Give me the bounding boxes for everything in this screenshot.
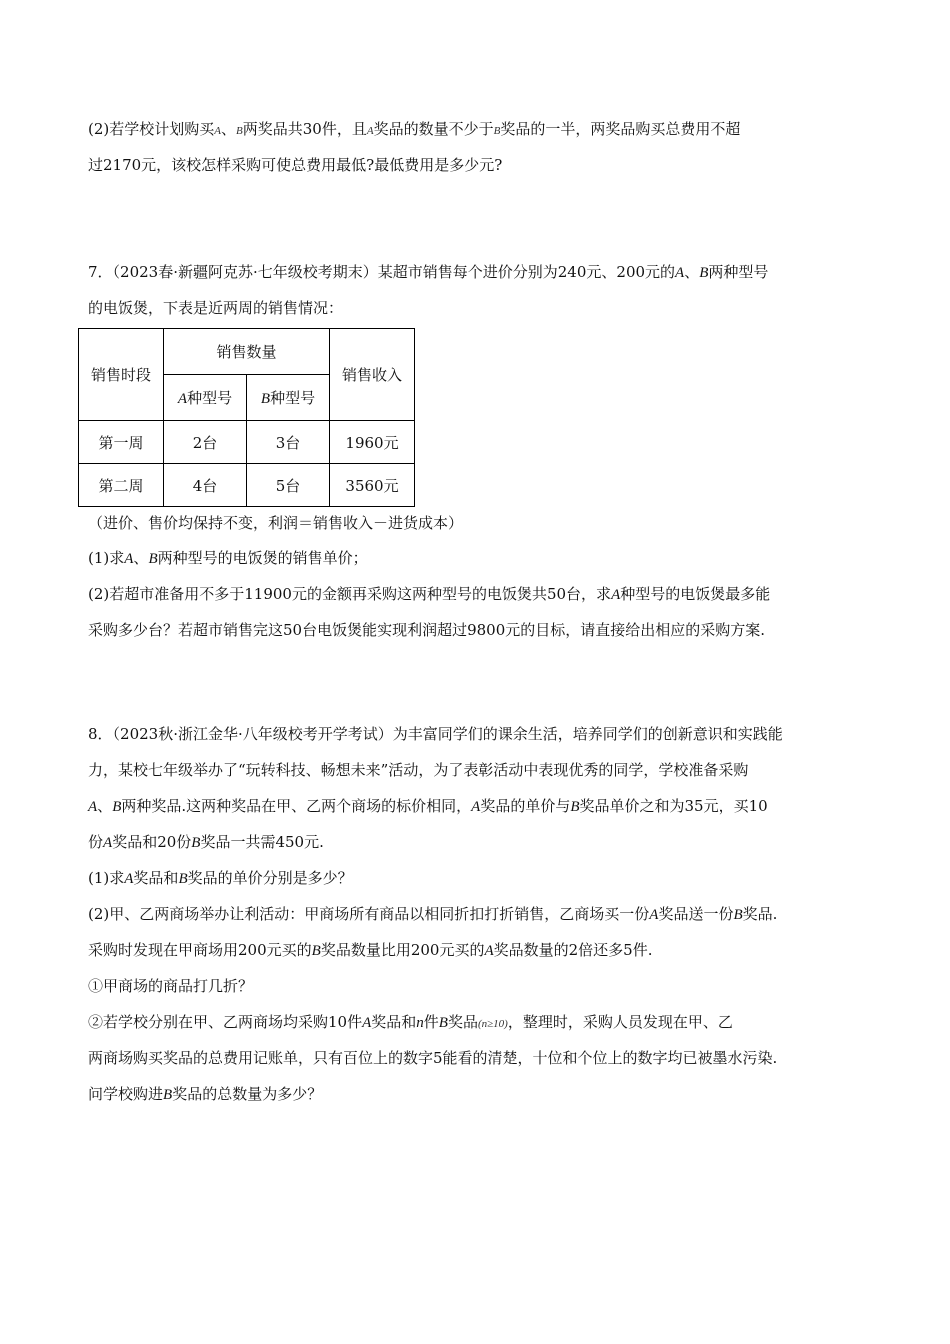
q8-sub2-line1: ②若学校分别在甲、乙两商场均采购10件A奖品和n件B奖品(n≥10)，整理时，采购人员发现在甲、乙 bbox=[88, 1013, 733, 1031]
q8-header-line: 8．（2023秋·浙江金华·八年级校考开学考试）为丰富同学们的课余生活，培养同学们的创新意识和实践能 bbox=[88, 725, 783, 743]
table-cell: 1960元 bbox=[330, 421, 415, 464]
q8-line4: 份A奖品和20份B奖品一共需450元. bbox=[88, 833, 324, 851]
var-a-small: A bbox=[214, 125, 221, 137]
q7-part1: (1)求A、B两种型号的电饭煲的销售单价； bbox=[88, 549, 368, 567]
q7-line2: 的电饭煲，下表是近两周的销售情况： bbox=[88, 299, 344, 317]
var-a-small: A bbox=[366, 125, 374, 137]
table-cell: 第二周 bbox=[79, 464, 164, 507]
q8-part2-line2: 采购时发现在甲商场用200元买的B奖品数量比用200元买的A奖品数量的2倍还多5件. bbox=[88, 941, 653, 959]
period-header: 销售时段 bbox=[79, 329, 164, 421]
q8-sub2-line2: 两商场购买奖品的总费用记账单，只有百位上的数字5能看的清楚，十位和个位上的数字均已被墨水污染. bbox=[88, 1049, 778, 1067]
table-row bbox=[79, 464, 415, 507]
q8-number: 8． bbox=[88, 725, 113, 743]
type-a-header: A种型号 bbox=[164, 375, 247, 421]
q7-part2-line1: (2)若超市准备用不多于11900元的金额再采购这两种型号的电饭煲共50台，求A种型号的电饭煲最多能 bbox=[88, 585, 771, 603]
q8-sub2-line3: 问学校购进B奖品的总数量为多少？ bbox=[88, 1085, 323, 1103]
n-condition: (n≥10) bbox=[477, 1018, 508, 1030]
table-cell: 2台 bbox=[164, 421, 247, 464]
q8-line2: 力，某校七年级举办了“玩转科技、畅想未来”活动，为了表彰活动中表现优秀的同学，学校准备采购 bbox=[88, 761, 749, 779]
table-cell: 3台 bbox=[247, 421, 330, 464]
q7-note: （进价、售价均保持不变，利润＝销售收入－进货成本） bbox=[88, 514, 464, 532]
q8-part1: (1)求A奖品和B奖品的单价分别是多少？ bbox=[88, 869, 353, 887]
type-b-header: B种型号 bbox=[247, 375, 330, 421]
var-b-small: B bbox=[236, 125, 243, 137]
income-header: 销售收入 bbox=[330, 329, 415, 421]
q7-header-line: 7．（2023春·新疆阿克苏·七年级校考期末）某超市销售每个进价分别为240元、200元的A、B两种型号 bbox=[88, 263, 769, 281]
q6-part2-line1: (2)若学校计划购买A、B两奖品共30件，且A奖品的数量不少于B奖品的一半，两奖品购买总费用不超 bbox=[88, 120, 741, 138]
q8-source: （2023秋·浙江金华·八年级校考开学考试） bbox=[112, 725, 393, 743]
q8-part2-line1: (2)甲、乙两商场举办让利活动：甲商场所有商品以相同折扣打折销售，乙商场买一份A奖品送一份B奖品. bbox=[88, 905, 778, 923]
table-row bbox=[79, 421, 415, 464]
q8-line3: A、B两种奖品.这两种奖品在甲、乙两个商场的标价相同，A奖品的单价与B奖品单价之和为35元，买10 bbox=[88, 797, 768, 815]
q6-part2-line2: 过2170元，该校怎样采购可使总费用最低?最低费用是多少元? bbox=[88, 156, 503, 174]
table-cell: 4台 bbox=[164, 464, 247, 507]
q7-number: 7． bbox=[88, 263, 113, 281]
table-cell: 第一周 bbox=[79, 421, 164, 464]
table-cell: 3560元 bbox=[330, 464, 415, 507]
q7-part2-line2: 采购多少台？若超市销售完这50台电饭煲能实现利润超过9800元的目标，请直接给出相应的采购方案. bbox=[88, 621, 766, 639]
table-cell: 5台 bbox=[247, 464, 330, 507]
quantity-header: 销售数量 bbox=[164, 329, 330, 375]
sales-table bbox=[78, 328, 415, 507]
var-b-small: B bbox=[493, 125, 501, 137]
q8-sub1: ①甲商场的商品打几折？ bbox=[88, 977, 254, 995]
q7-source: （2023春·新疆阿克苏·七年级校考期末） bbox=[112, 263, 378, 281]
